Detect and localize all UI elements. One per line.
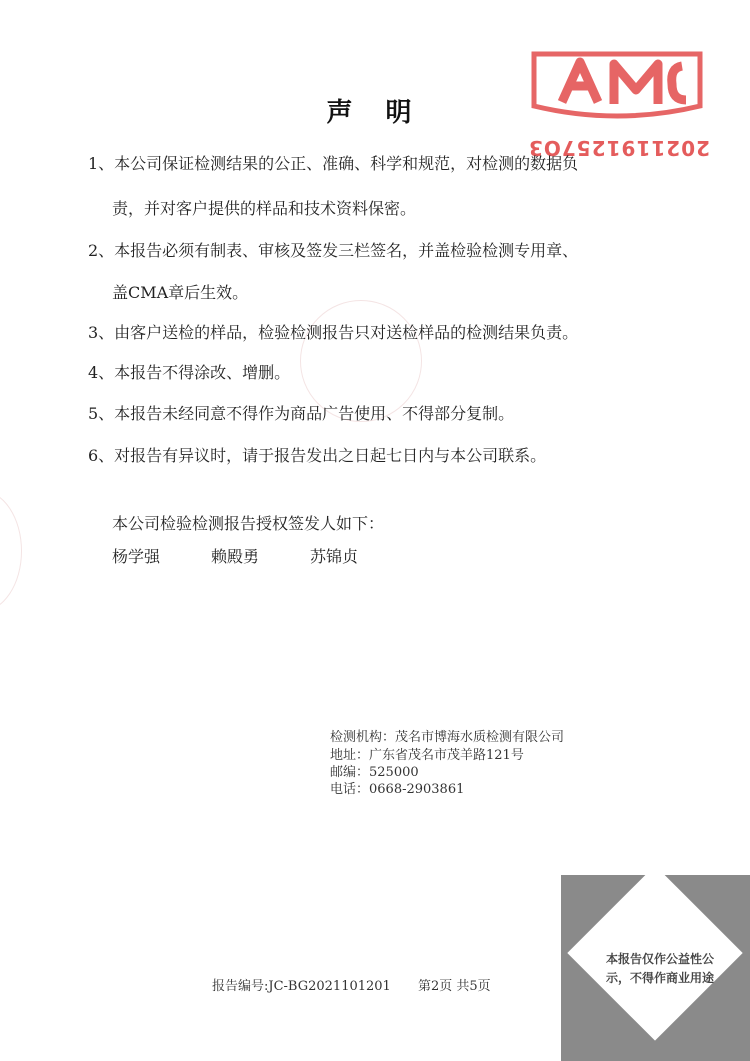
clause-2-continued: 盖CMA章后生效。 xyxy=(112,283,249,302)
signer-name: 赖殿勇 xyxy=(211,547,260,566)
page-number: 第2页 共5页 xyxy=(418,979,491,994)
contact-address: 地址：广东省茂名市茂羊路121号 xyxy=(330,748,524,763)
clause-6: 6、对报告有异议时，请于报告发出之日起七日内与本公司联系。 xyxy=(88,446,547,465)
contact-org: 检测机构：茂名市博海水质检测有限公司 xyxy=(330,730,565,745)
signer-name: 杨学强 xyxy=(112,547,161,566)
clause-4: 4、本报告不得涂改、增删。 xyxy=(88,363,291,382)
clause-5: 5、本报告未经同意不得作为商品广告使用、不得部分复制。 xyxy=(88,404,515,423)
clause-3: 3、由客户送检的样品，检验检测报告只对送检样品的检测结果负责。 xyxy=(88,323,579,342)
watermark-line-2: 示，不得作商业用途 xyxy=(605,971,714,985)
watermark-line-1: 本报告仅作公益性公 xyxy=(605,952,714,966)
contact-postcode: 邮编：525000 xyxy=(330,765,419,780)
signer-name: 苏锦贞 xyxy=(310,547,359,566)
page-title: 声 明 xyxy=(326,98,424,128)
clause-1-continued: 责，并对客户提供的样品和技术资料保密。 xyxy=(112,199,417,218)
contact-phone: 电话：0668-2903861 xyxy=(330,782,465,797)
signers-intro: 本公司检验检测报告授权签发人如下： xyxy=(112,514,385,533)
report-number: 报告编号:JC-BG2021101201 xyxy=(212,979,391,994)
clause-2: 2、本报告必须有制表、审核及签发三栏签名，并盖检验检测专用章、 xyxy=(88,241,579,260)
watermark-text xyxy=(580,950,740,988)
stamp-number: 2021191257O3 xyxy=(527,136,710,160)
clause-1: 1、本公司保证检测结果的公正、准确、科学和规范，对检测的数据负 xyxy=(88,154,579,173)
faint-seal-mark-left xyxy=(0,490,22,612)
